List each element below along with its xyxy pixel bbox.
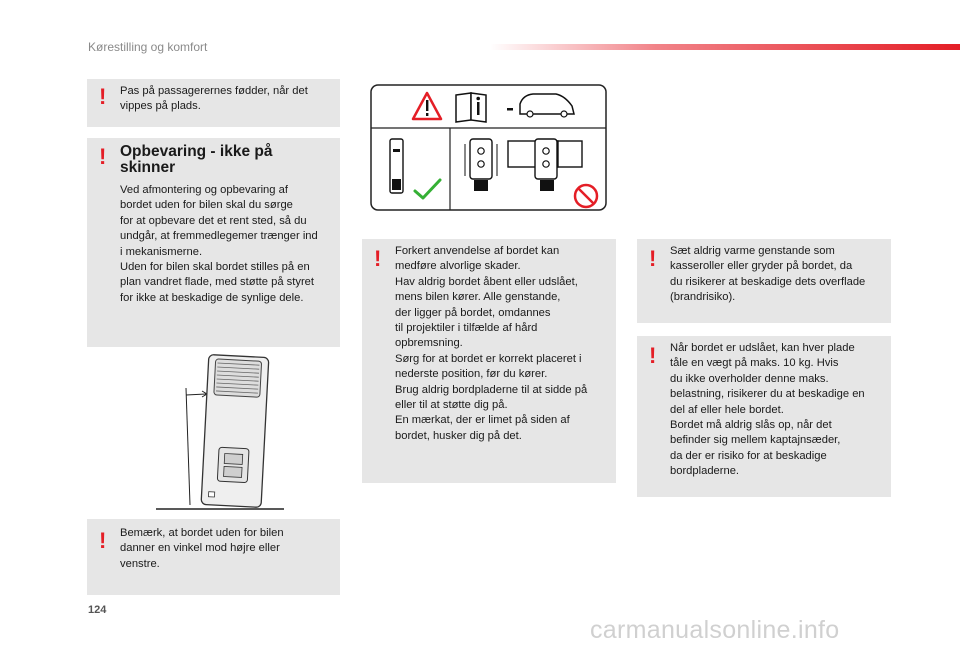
angle-reference-line	[186, 388, 190, 505]
warning-box-misuse	[362, 239, 616, 483]
warning-icon: !	[649, 246, 657, 271]
table-angle-illustration	[150, 350, 290, 515]
warning-label-illustration	[370, 84, 607, 211]
manual-info-icon	[456, 93, 486, 122]
warning-box-feet	[87, 79, 340, 127]
warning-box-hot-objects	[637, 239, 891, 323]
header-accent-bar	[490, 44, 960, 50]
warning-icon: !	[99, 144, 107, 169]
info-box-storage	[87, 138, 340, 347]
warning-box-angle	[87, 519, 340, 595]
watermark: carmanualsonline.info	[590, 616, 840, 644]
warning-icon: !	[99, 84, 107, 109]
warning-box-load	[637, 336, 891, 497]
warning-text: Bemærk, at bordet uden for bilen danner en vinkel mod højre eller venstre.	[120, 527, 284, 570]
warning-icon: !	[649, 343, 657, 368]
section-title: Kørestilling og komfort	[88, 40, 208, 54]
warning-text: Pas på passagerernes fødder, når det vippes på plads.	[120, 85, 308, 113]
storage-text: Ved afmontering og opbevaring af bordet uden for bilen skal du sørge for at opbevare det et rent sted, så du undgår, at fremmedlegemer trænger ind i mekanismerne. Uden for bilen skal bordet stilles på en plan vandret flade, med støtte på styret for ikke at beskadige de synlige dele.	[120, 184, 318, 304]
prohibited-icon	[575, 185, 597, 207]
storage-heading: Opbevaring - ikke på skinner	[120, 143, 273, 176]
warning-text: Når bordet er udslået, kan hver plade tåle en vægt på maks. 10 kg. Hvis du ikke overholder denne maks. belastning, risikerer du at beskadige en del af eller hele bordet. Bordet må aldrig slås op, når det befinder sig mellem kaptajnsæder, da der er risiko for at beskadige bordpladerne.	[670, 342, 865, 478]
page-number: 124	[88, 604, 107, 616]
warning-text: Sæt aldrig varme genstande som kasseroller eller gryder på bordet, da du risikerer at beskadige dets overflade (brandrisiko).	[670, 245, 866, 304]
warning-icon: !	[99, 528, 107, 553]
angle-arrow	[186, 394, 206, 395]
warning-text: Forkert anvendelse af bordet kan medføre alvorlige skader. Hav aldrig bordet åbent eller udslået, mens bilen kører. Alle genstande, der ligger på bordet, omdannes til projektiler i tilfælde af hård opbremsning. Sørg for at bordet er korrekt placeret i nederste position, før du kører. Brug aldrig bordpladerne til at sidde på eller til at støtte dig på. En mærkat, der er limet på siden af bordet, husker dig på det.	[395, 245, 588, 442]
warning-icon: !	[374, 246, 382, 271]
